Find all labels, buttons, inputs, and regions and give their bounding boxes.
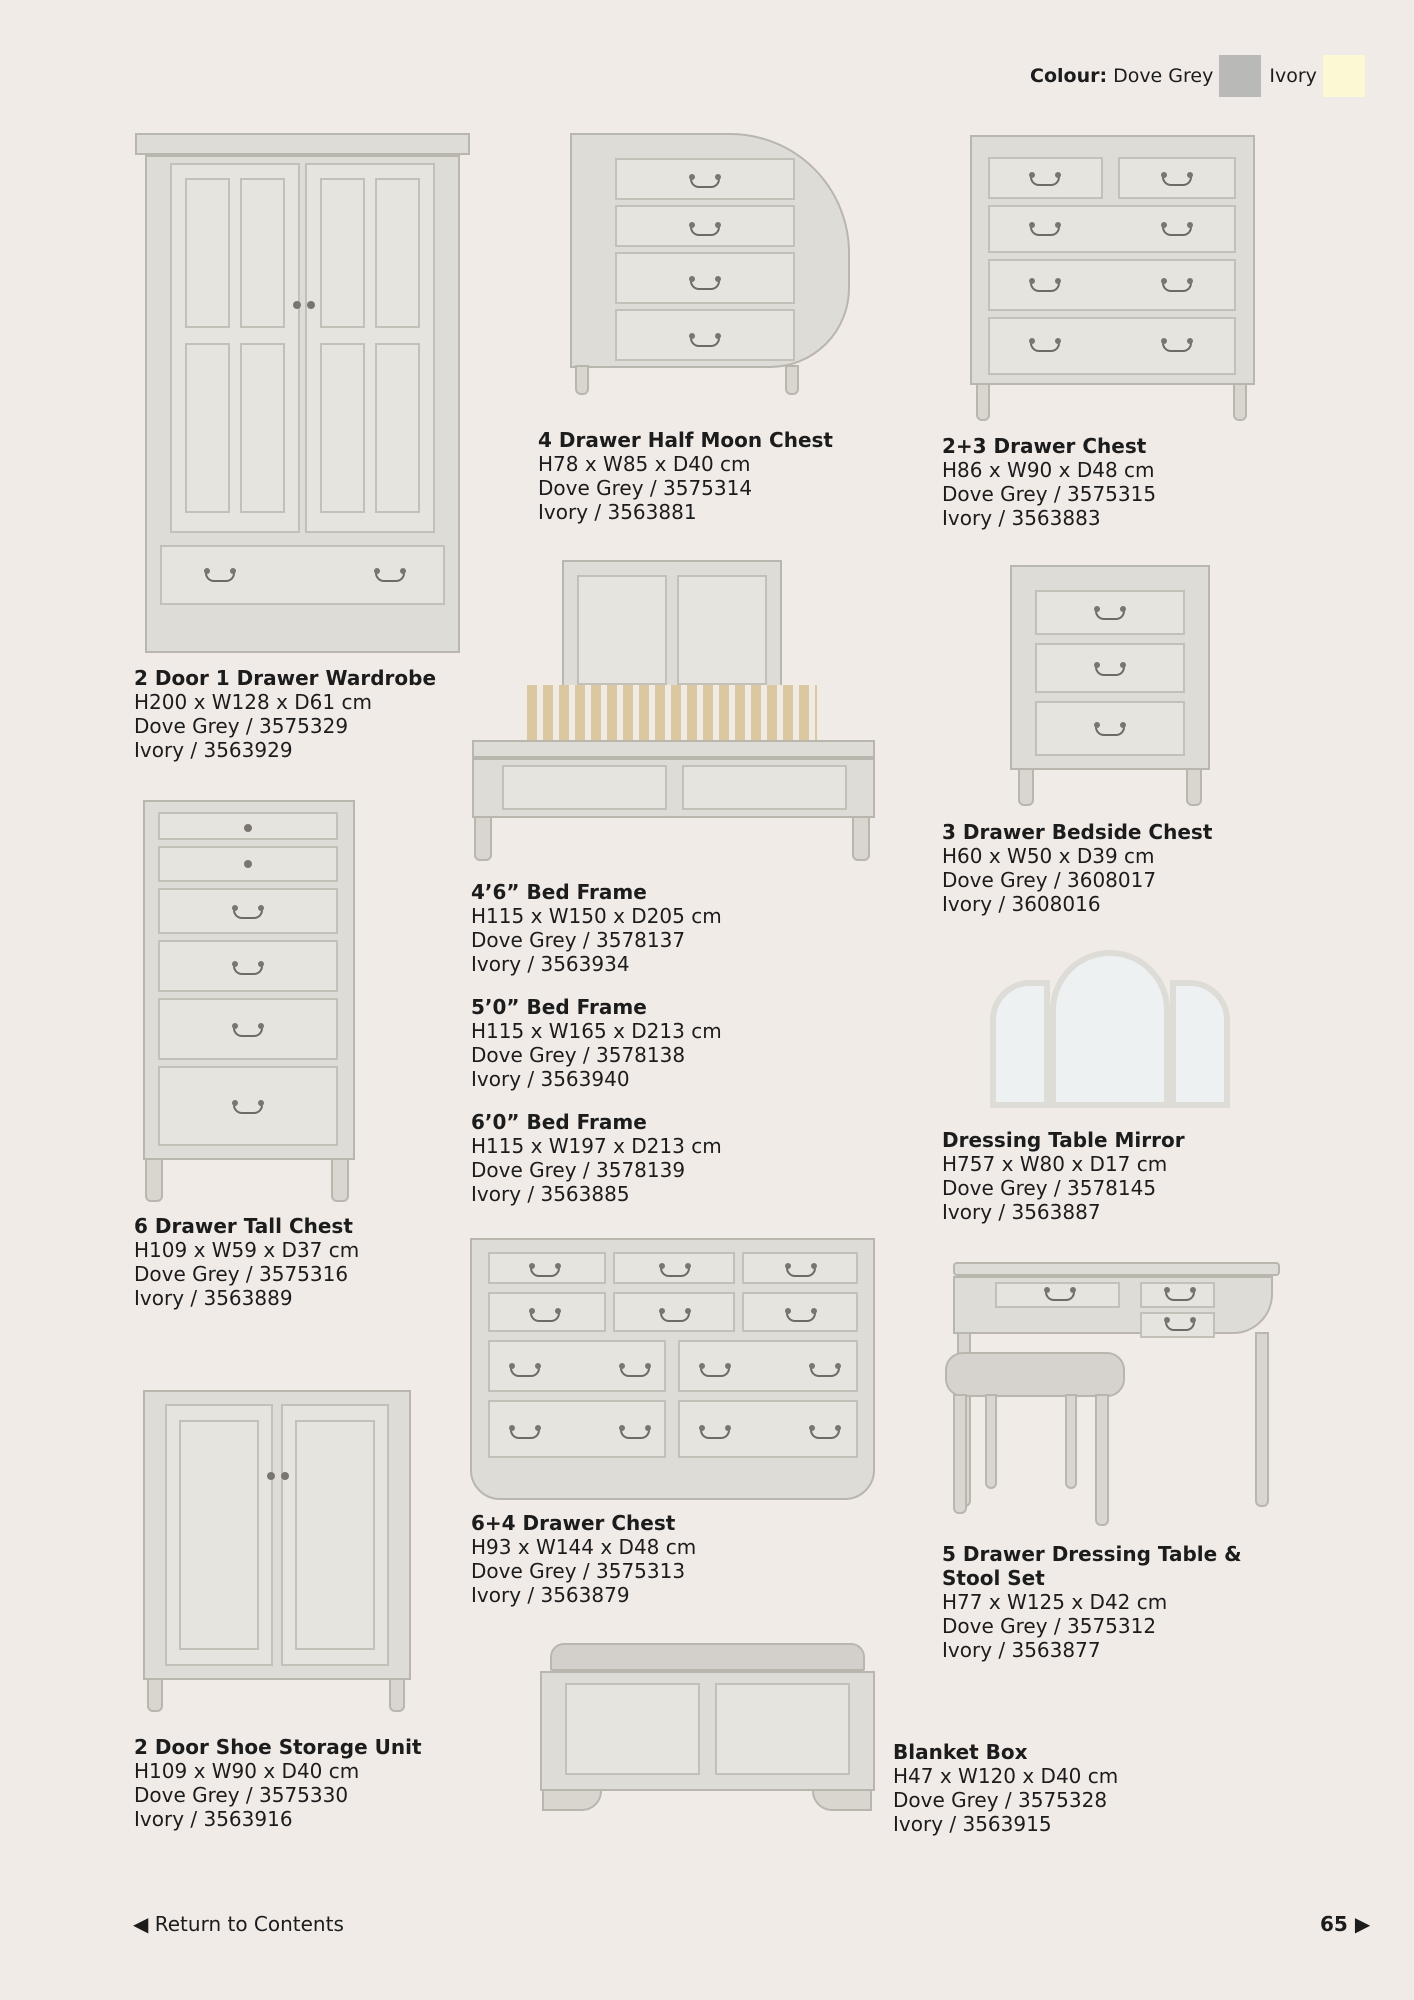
product-six-plus-four-drawer-chest bbox=[471, 1511, 696, 1607]
product-code-ivory: Ivory / 3563934 bbox=[471, 952, 630, 976]
product-dimensions: H60 x W50 x D39 cm bbox=[942, 844, 1155, 868]
return-to-contents-label: Return to Contents bbox=[154, 1912, 344, 1936]
product-code-ivory: Ivory / 3563883 bbox=[942, 506, 1101, 530]
product-dimensions: H47 x W120 x D40 cm bbox=[893, 1764, 1119, 1788]
back-arrow-icon: ◀ bbox=[133, 1912, 149, 1936]
product-two-plus-three-drawer-chest bbox=[942, 434, 1156, 530]
half-moon-chest-image bbox=[570, 133, 850, 398]
six-plus-four-drawer-chest-image bbox=[470, 1238, 875, 1500]
product-code-ivory: Ivory / 3563881 bbox=[538, 500, 697, 524]
product-dimensions: H109 x W59 x D37 cm bbox=[134, 1238, 360, 1262]
colour-legend bbox=[1030, 55, 1373, 97]
product-bed-frame-4-6 bbox=[471, 880, 722, 976]
tall-chest-image bbox=[143, 800, 355, 1205]
product-wardrobe bbox=[134, 666, 436, 762]
product-name: 6 Drawer Tall Chest bbox=[134, 1214, 353, 1238]
product-code-dove-grey: Dove Grey / 3575315 bbox=[942, 482, 1157, 506]
product-code-ivory: Ivory / 3563940 bbox=[471, 1067, 630, 1091]
product-dressing-table-mirror bbox=[942, 1128, 1185, 1224]
product-code-dove-grey: Dove Grey / 3608017 bbox=[942, 868, 1157, 892]
product-code-ivory: Ivory / 3563887 bbox=[942, 1200, 1101, 1224]
forward-arrow-icon: ▶ bbox=[1354, 1912, 1371, 1936]
product-code-ivory: Ivory / 3563916 bbox=[134, 1807, 293, 1831]
product-code-dove-grey: Dove Grey / 3575313 bbox=[471, 1559, 686, 1583]
product-name: 2 Door Shoe Storage Unit bbox=[134, 1735, 422, 1759]
dressing-table-stool-image bbox=[945, 1262, 1280, 1532]
product-dimensions: H115 x W165 x D213 cm bbox=[471, 1019, 722, 1043]
product-name: 6’0” Bed Frame bbox=[471, 1110, 647, 1134]
product-code-dove-grey: Dove Grey / 3578139 bbox=[471, 1158, 686, 1182]
product-name: 5 Drawer Dressing Table & bbox=[942, 1542, 1242, 1566]
product-code-dove-grey: Dove Grey / 3575328 bbox=[893, 1788, 1108, 1812]
product-code-ivory: Ivory / 3608016 bbox=[942, 892, 1101, 916]
product-dimensions: H109 x W90 x D40 cm bbox=[134, 1759, 360, 1783]
wardrobe-image bbox=[135, 133, 470, 653]
next-page-link[interactable] bbox=[1320, 1912, 1370, 1936]
product-code-dove-grey: Dove Grey / 3575330 bbox=[134, 1783, 349, 1807]
product-blanket-box bbox=[893, 1740, 1118, 1836]
product-code-ivory: Ivory / 3563915 bbox=[893, 1812, 1052, 1836]
product-name: 6+4 Drawer Chest bbox=[471, 1511, 676, 1535]
product-dimensions: H115 x W197 x D213 cm bbox=[471, 1134, 722, 1158]
product-code-dove-grey: Dove Grey / 3575329 bbox=[134, 714, 349, 738]
colour-option-dove-grey-label: Dove Grey bbox=[1113, 65, 1214, 87]
bedside-chest-image bbox=[1010, 565, 1210, 810]
product-dimensions: H93 x W144 x D48 cm bbox=[471, 1535, 697, 1559]
product-name-line-2: Stool Set bbox=[942, 1566, 1045, 1590]
product-name: 2+3 Drawer Chest bbox=[942, 434, 1147, 458]
product-name: 5’0” Bed Frame bbox=[471, 995, 647, 1019]
product-dimensions: H757 x W80 x D17 cm bbox=[942, 1152, 1168, 1176]
product-code-ivory: Ivory / 3563929 bbox=[134, 738, 293, 762]
colour-option-ivory-label: Ivory bbox=[1269, 65, 1317, 87]
return-to-contents-link[interactable] bbox=[133, 1912, 344, 1936]
product-shoe-storage-unit bbox=[134, 1735, 422, 1831]
product-bedside-chest bbox=[942, 820, 1212, 916]
product-name: Dressing Table Mirror bbox=[942, 1128, 1185, 1152]
product-dimensions: H115 x W150 x D205 cm bbox=[471, 904, 722, 928]
colour-legend-label: Colour: bbox=[1030, 65, 1108, 87]
product-dimensions: H78 x W85 x D40 cm bbox=[538, 452, 751, 476]
product-name: 4 Drawer Half Moon Chest bbox=[538, 428, 833, 452]
product-code-dove-grey: Dove Grey / 3578145 bbox=[942, 1176, 1157, 1200]
product-name: Blanket Box bbox=[893, 1740, 1028, 1764]
product-name: 4’6” Bed Frame bbox=[471, 880, 647, 904]
product-code-ivory: Ivory / 3563889 bbox=[134, 1286, 293, 1310]
bed-frame-image bbox=[472, 560, 875, 865]
colour-swatch-dove-grey bbox=[1219, 55, 1261, 97]
blanket-box-image bbox=[540, 1643, 875, 1815]
shoe-storage-unit-image bbox=[143, 1390, 411, 1715]
product-code-ivory: Ivory / 3563877 bbox=[942, 1638, 1101, 1662]
product-dimensions: H77 x W125 x D42 cm bbox=[942, 1590, 1168, 1614]
product-code-dove-grey: Dove Grey / 3578138 bbox=[471, 1043, 686, 1067]
dressing-table-mirror-image bbox=[990, 950, 1230, 1110]
product-dressing-table-stool-set bbox=[942, 1542, 1242, 1662]
product-code-ivory: Ivory / 3563879 bbox=[471, 1583, 630, 1607]
product-code-dove-grey: Dove Grey / 3575312 bbox=[942, 1614, 1157, 1638]
product-code-dove-grey: Dove Grey / 3575316 bbox=[134, 1262, 349, 1286]
product-tall-chest bbox=[134, 1214, 359, 1310]
product-code-ivory: Ivory / 3563885 bbox=[471, 1182, 630, 1206]
colour-swatch-ivory bbox=[1323, 55, 1365, 97]
product-code-dove-grey: Dove Grey / 3575314 bbox=[538, 476, 753, 500]
product-name: 3 Drawer Bedside Chest bbox=[942, 820, 1213, 844]
product-name: 2 Door 1 Drawer Wardrobe bbox=[134, 666, 437, 690]
two-plus-three-drawer-chest-image bbox=[970, 135, 1255, 425]
product-dimensions: H200 x W128 x D61 cm bbox=[134, 690, 372, 714]
page-number: 65 bbox=[1320, 1912, 1348, 1936]
product-bed-frame-6-0 bbox=[471, 1110, 722, 1206]
product-dimensions: H86 x W90 x D48 cm bbox=[942, 458, 1155, 482]
product-bed-frame-5-0 bbox=[471, 995, 722, 1091]
product-half-moon-chest bbox=[538, 428, 833, 524]
product-code-dove-grey: Dove Grey / 3578137 bbox=[471, 928, 686, 952]
